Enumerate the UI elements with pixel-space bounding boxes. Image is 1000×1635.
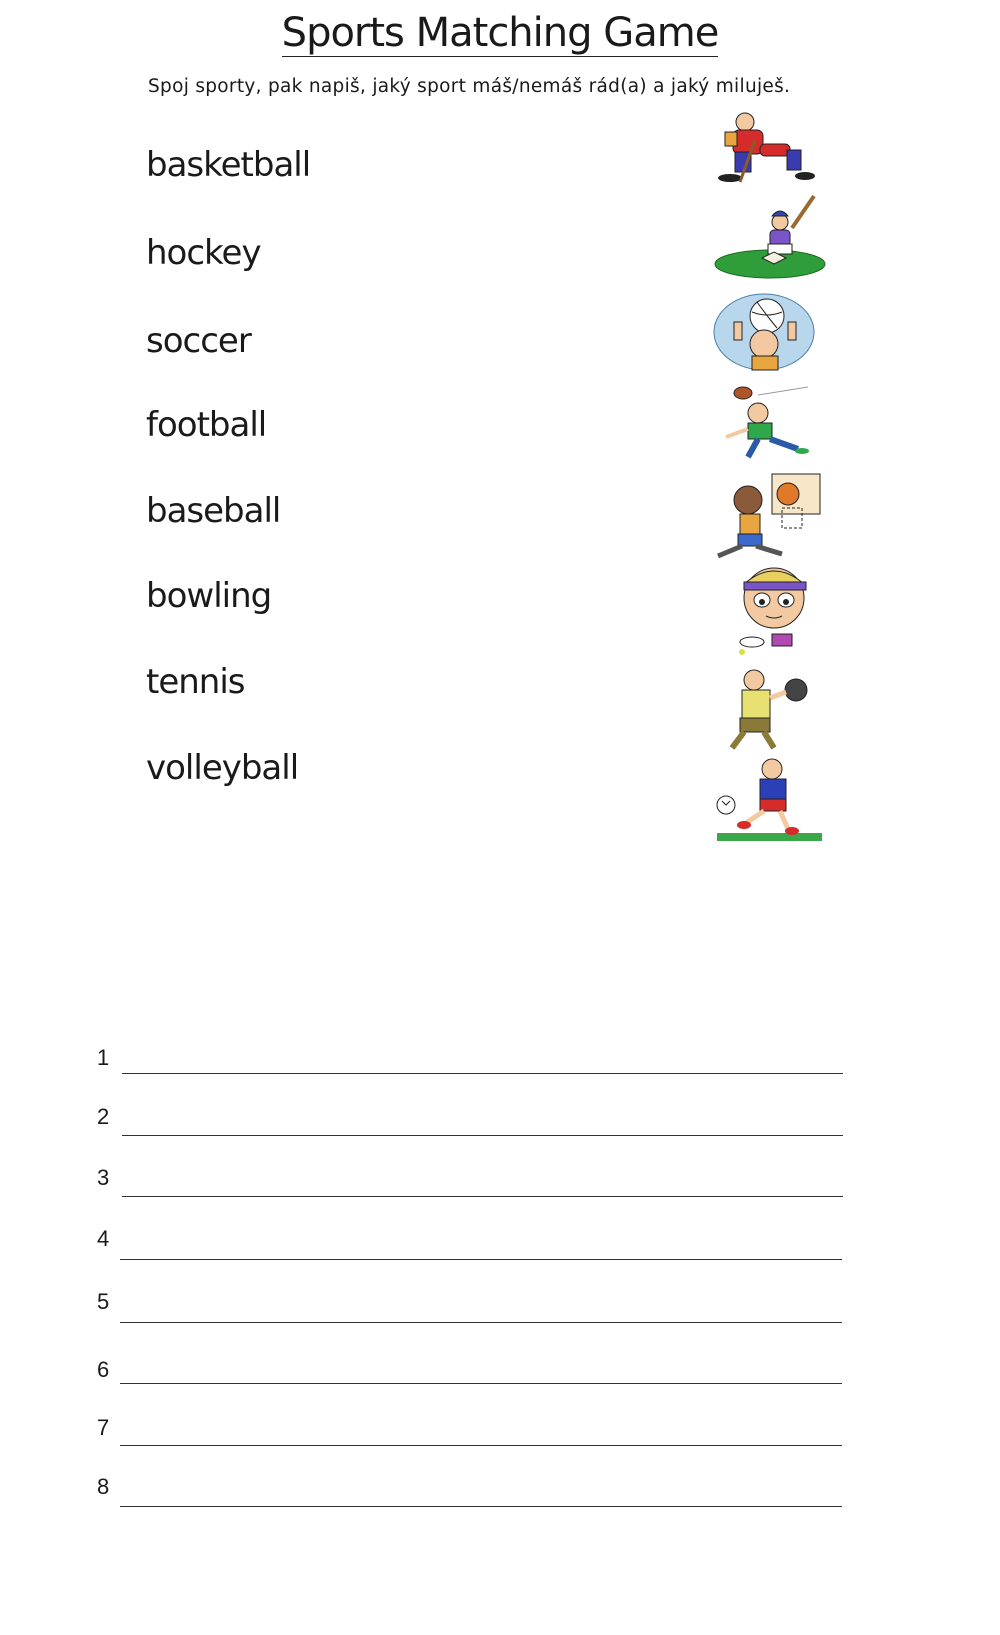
answer-line-number: 2 bbox=[97, 1104, 110, 1129]
instruction-text: Spoj sporty, pak napiš, jaký sport máš/nemáš rád(a) a jaký miluješ. bbox=[148, 76, 791, 97]
soccer-player-icon bbox=[712, 755, 827, 855]
answer-line[interactable] bbox=[120, 1383, 842, 1384]
answer-line[interactable] bbox=[122, 1135, 843, 1136]
answer-line-number: 3 bbox=[97, 1165, 110, 1190]
sport-word: football bbox=[146, 405, 267, 445]
sport-word: bowling bbox=[146, 576, 272, 616]
worksheet-title: Sports Matching Game bbox=[281, 10, 719, 56]
answer-line[interactable] bbox=[120, 1506, 842, 1507]
bowling-player-icon bbox=[718, 660, 818, 752]
answer-line-number: 8 bbox=[97, 1474, 110, 1499]
answer-line[interactable] bbox=[120, 1259, 842, 1260]
sport-word: soccer bbox=[146, 321, 251, 361]
sport-word: volleyball bbox=[146, 748, 299, 788]
tennis-player-icon bbox=[730, 562, 820, 657]
football-runner-icon bbox=[718, 385, 823, 465]
volleyball-player-icon bbox=[712, 292, 817, 374]
answer-line[interactable] bbox=[120, 1445, 842, 1446]
answer-line-number: 6 bbox=[97, 1357, 110, 1382]
baseball-batter-icon bbox=[712, 192, 827, 282]
answer-line[interactable] bbox=[122, 1196, 843, 1197]
sport-word: tennis bbox=[146, 662, 245, 702]
answer-line-number: 4 bbox=[97, 1226, 110, 1251]
answer-line-number: 5 bbox=[97, 1289, 110, 1314]
answer-line-number: 1 bbox=[97, 1045, 110, 1070]
sport-word: baseball bbox=[146, 491, 281, 531]
answer-line[interactable] bbox=[120, 1322, 842, 1323]
sport-word: basketball bbox=[146, 145, 311, 185]
basketball-player-icon bbox=[710, 470, 825, 565]
answer-line-number: 7 bbox=[97, 1415, 110, 1440]
hockey-player-icon bbox=[715, 110, 820, 190]
answer-line[interactable] bbox=[122, 1073, 843, 1074]
sport-word: hockey bbox=[146, 233, 261, 273]
